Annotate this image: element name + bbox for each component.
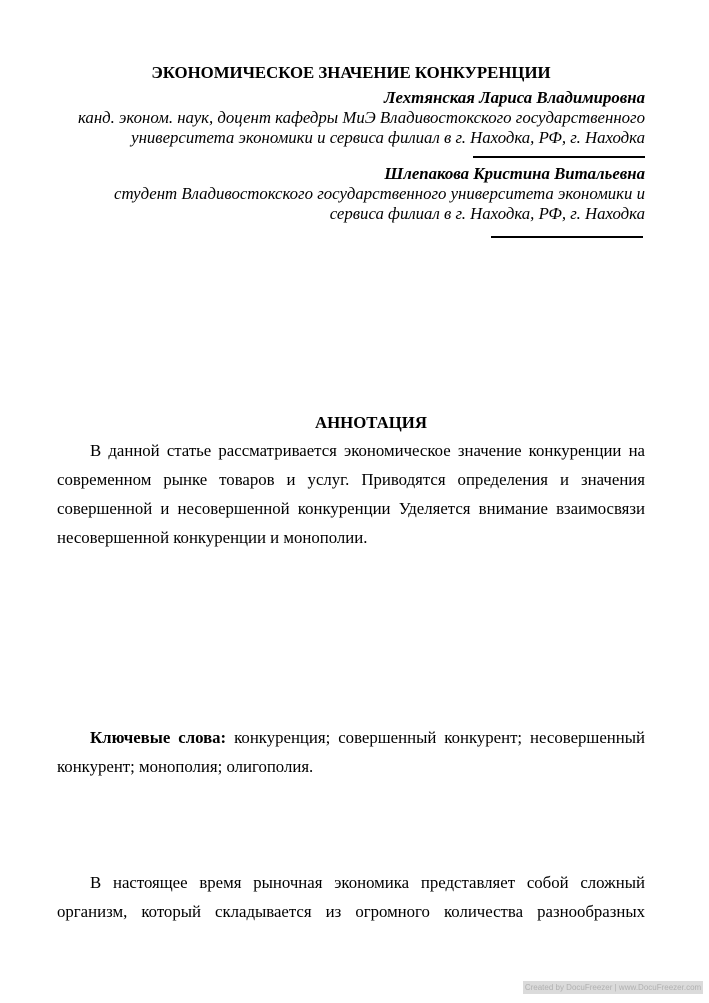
abstract-heading: АННОТАЦИЯ [315, 413, 427, 432]
article-title: ЭКОНОМИЧЕСКОЕ ЗНАЧЕНИЕ КОНКУРЕНЦИИ [151, 63, 551, 82]
abstract-line: совершенной и несовершенной конкуренции Уделяется внимание взаимосвязи [57, 499, 645, 518]
author-2-affiliation-line-2: сервиса филиал в г. Находка, РФ, г. Находка [329, 204, 645, 223]
keywords-paragraph [57, 723, 645, 781]
keywords-values: конкуренция; совершенный конкурент; несовершенный [234, 728, 645, 747]
keywords-label: Ключевые слова: [90, 728, 227, 747]
abstract-line: В данной статье рассматривается экономическое значение конкуренции на [90, 441, 645, 460]
body-line: В настоящее время рыночная экономика представляет собой сложный [90, 873, 645, 892]
abstract-line: несовершенной конкуренции и монополии. [57, 528, 368, 547]
author-block-2 [57, 164, 645, 224]
author-2-affiliation-line-1: студент Владивостокского государственного университета экономики и [114, 184, 645, 203]
keywords-line: конкурент; монополия; олигополия. [57, 757, 314, 776]
author-1-affiliation-line-1: канд. эконом. наук, доцент кафедры МиЭ Владивостокского государственного [78, 108, 645, 127]
author-1-name: Лехтянская Лариса Владимировна [383, 88, 645, 107]
body-paragraph [57, 868, 645, 926]
author-block-1 [57, 88, 645, 148]
author-1-affiliation-line-2: университета экономики и сервиса филиал в г. Находка, РФ, г. Находка [131, 128, 645, 147]
author-2-name: Шлепакова Кристина Витальевна [384, 164, 645, 183]
separator-line-2 [491, 236, 643, 238]
abstract-paragraph [57, 436, 645, 552]
abstract-line: современном рынке товаров и услуг. Приводятся определения и значения [57, 470, 645, 489]
keywords-line [57, 723, 645, 752]
docufreezer-watermark: Created by DocuFreezer | www.DocuFreezer.com [524, 983, 702, 992]
separator-line-1 [473, 156, 645, 158]
body-line: организм, который складывается из огромного количества разнообразных [57, 902, 645, 921]
